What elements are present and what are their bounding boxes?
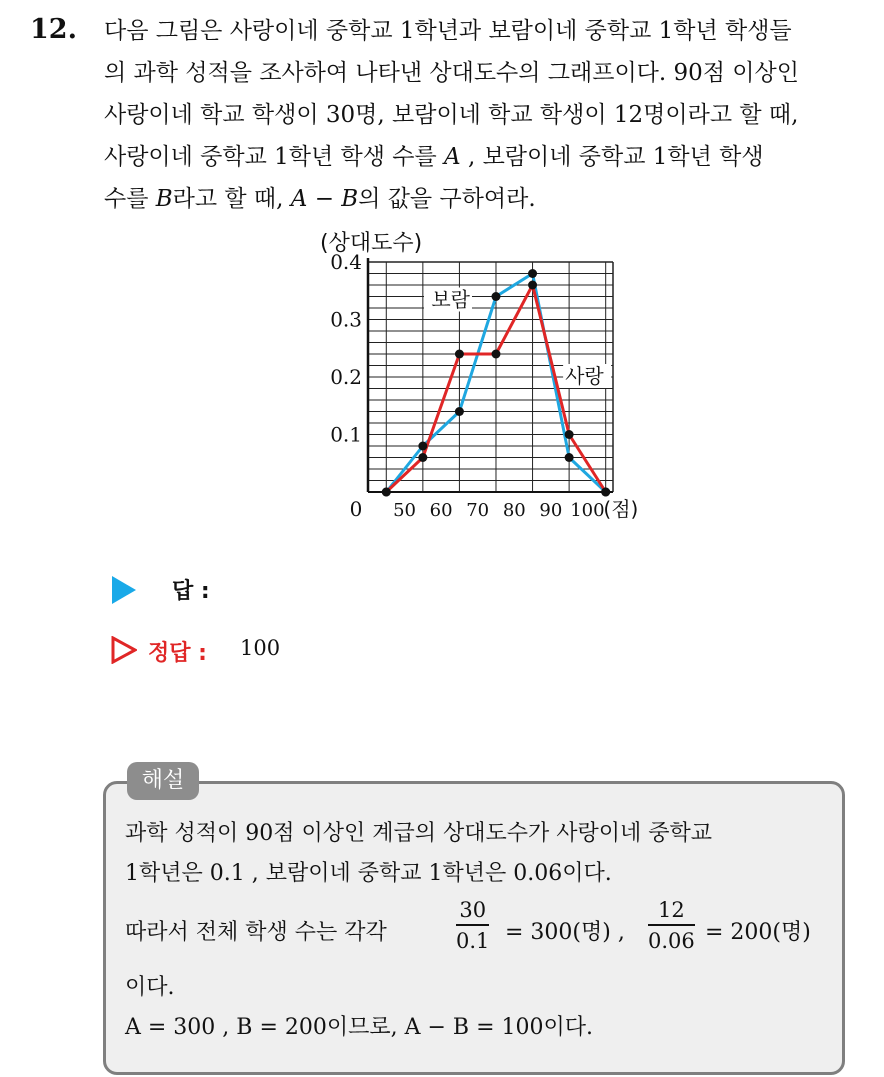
y-tick-label: 0.4	[330, 250, 362, 274]
data-point-보람	[418, 442, 427, 451]
question-line-4	[104, 136, 874, 178]
y-axis-label: (상대도수)	[320, 231, 423, 256]
correct-answer-marker-icon	[111, 636, 137, 664]
question-line-3: 사랑이네 학교 학생이 30명, 보람이네 학교 학생이 12명이라고 할 때,	[104, 102, 799, 128]
question-line-2: 의 과학 성적을 조사하여 나타낸 상대도수의 그래프이다. 90점 이상인	[104, 60, 799, 86]
data-point-보람	[565, 453, 574, 462]
data-point-사랑	[601, 488, 610, 497]
fraction-30-over-0.1	[456, 896, 489, 956]
question-text-segment: 의 값을 구하여라.	[358, 186, 536, 212]
fraction-denominator: 0.1	[456, 929, 490, 953]
x-tick-label: 100	[570, 500, 605, 521]
question-text-segment: 사랑이네 중학교 1학년 학생 수를	[104, 144, 445, 170]
variable-b: B	[155, 186, 173, 212]
question-line-1: 다음 그림은 사랑이네 중학교 1학년과 보람이네 중학교 1학년 학생들	[104, 18, 792, 44]
solution-line-1: 과학 성적이 90점 이상인 계급의 상대도수가 사랑이네 중학교	[125, 821, 712, 846]
data-point-사랑	[455, 350, 464, 359]
data-point-사랑	[565, 430, 574, 439]
y-tick-label: 0.3	[330, 307, 362, 332]
solution-line-2: 1학년은 0.1 , 보람이네 중학교 1학년은 0.06이다.	[125, 861, 612, 886]
data-point-보람	[455, 407, 464, 416]
series-label-사랑: 사랑	[565, 364, 604, 388]
x-tick-label: 80	[502, 500, 526, 521]
data-point-사랑	[382, 488, 391, 497]
x-tick-label: 90	[539, 500, 563, 521]
answer-marker-icon	[112, 576, 136, 604]
data-point-사랑	[528, 281, 537, 290]
x-tick-label: 70	[466, 500, 490, 521]
question-text	[104, 10, 874, 220]
solution-line-5: A = 300 , B = 200이므로, A − B = 100이다.	[125, 1015, 593, 1040]
question-number: 12.	[30, 14, 77, 45]
solution-line-4: 이다.	[125, 975, 175, 1000]
correct-answer-label: 정답 :	[148, 641, 207, 666]
x-tick-label: 60	[429, 500, 453, 521]
fraction-2-result: = 200(명)	[705, 920, 811, 945]
question-text-segment: 수를	[104, 186, 156, 212]
fraction-numerator: 12	[648, 896, 695, 926]
fraction-denominator: 0.06	[648, 929, 695, 953]
solution-tag: 해설	[127, 762, 199, 800]
x-axis-label: (점)	[603, 497, 639, 521]
data-point-보람	[528, 269, 537, 278]
correct-answer-value: 100	[240, 636, 281, 660]
fraction-1-result: = 300(명) ,	[505, 920, 625, 945]
y-tick-label: 0.2	[330, 365, 362, 389]
y-tick-label: 0.1	[330, 422, 362, 447]
series-label-보람: 보람	[431, 287, 470, 312]
data-point-보람	[491, 292, 500, 301]
solution-line-3: 따라서 전체 학생 수는 각각	[125, 920, 387, 945]
fraction-numerator: 30	[456, 896, 489, 926]
fraction-12-over-0.06	[648, 896, 695, 956]
data-point-사랑	[491, 350, 500, 359]
expression-a-minus-b: A − B	[290, 186, 359, 212]
relative-frequency-polygon-chart	[318, 228, 648, 528]
origin-label: 0	[349, 497, 363, 521]
data-point-사랑	[418, 453, 427, 462]
question-text-segment: , 보람이네 중학교 1학년 학생	[460, 144, 764, 170]
x-tick-label: 50	[393, 500, 417, 521]
question-text-segment: 라고 할 때,	[172, 186, 291, 212]
variable-a: A	[444, 144, 461, 170]
question-line-5	[104, 178, 874, 220]
answer-label: 답 :	[172, 579, 210, 604]
